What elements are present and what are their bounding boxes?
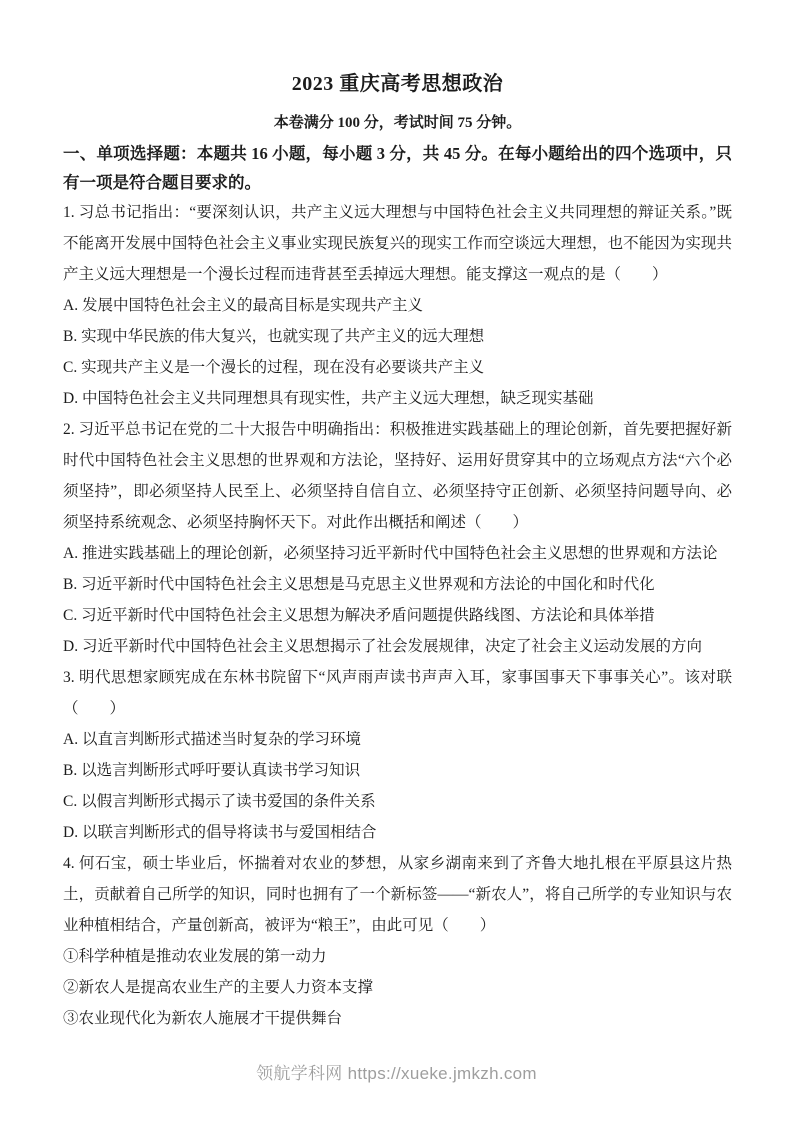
option-c: C. 习近平新时代中国特色社会主义思想为解决矛盾问题提供路线图、方法论和具体举措 xyxy=(63,607,655,624)
exam-content xyxy=(63,0,732,1034)
question-list xyxy=(63,197,732,1034)
watermark-footer: 领航学科网 https://xueke.jmkzh.com xyxy=(256,1064,537,1083)
option-a: A. 推进实践基础上的理论创新，必须坚持习近平新时代中国特色社会主义思想的世界观和方法论 xyxy=(63,545,718,562)
question-4 xyxy=(63,848,732,1034)
question-1 xyxy=(63,197,732,414)
sub-item-2: ②新农人是提高农业生产的主要人力资本支撑 xyxy=(63,979,374,996)
option-d: D. 以联言判断形式的倡导将读书与爱国相结合 xyxy=(63,824,377,841)
question-stem: 4. 何石宝，硕士毕业后，怀揣着对农业的梦想，从家乡湖南来到了齐鲁大地扎根在平原县这片热土，贡献着自己所学的知识，同时也拥有了一个新标签——“新农人”，将自己所学的专业知识与农业种植相结合，产量创新高，被评为“粮王”，由此可见（ ） xyxy=(63,855,732,934)
option-a: A. 以直言判断形式描述当时复杂的学习环境 xyxy=(63,731,361,748)
option-b: B. 实现中华民族的伟大复兴，也就实现了共产主义的远大理想 xyxy=(63,328,485,345)
sub-item-1: ①科学种植是推动农业发展的第一动力 xyxy=(63,948,327,965)
question-stem: 1. 习总书记指出：“要深刻认识，共产主义远大理想与中国特色社会主义共同理想的辩证关系。”既不能离开发展中国特色社会主义事业实现民族复兴的现实工作而空谈远大理想，也不能因为实现共产主义远大理想是一个漫长过程而违背甚至丢掉远大理想。能支撑这一观点的是（ ） xyxy=(63,204,732,283)
option-a: A. 发展中国特色社会主义的最高目标是实现共产主义 xyxy=(63,297,423,314)
option-b: B. 习近平新时代中国特色社会主义思想是马克思主义世界观和方法论的中国化和时代化 xyxy=(63,576,655,593)
option-c: C. 以假言判断形式揭示了读书爱国的条件关系 xyxy=(63,793,376,810)
sub-item-3: ③农业现代化为新农人施展才干提供舞台 xyxy=(63,1010,343,1027)
option-d: D. 中国特色社会主义共同理想具有现实性，共产主义远大理想，缺乏现实基础 xyxy=(63,390,594,407)
exam-subtitle: 本卷满分 100 分，考试时间 75 分钟。 xyxy=(273,115,522,131)
option-d: D. 习近平新时代中国特色社会主义思想揭示了社会发展规律，决定了社会主义运动发展的方向 xyxy=(63,638,702,655)
question-2 xyxy=(63,414,732,662)
page-title: 2023 重庆高考思想政治 xyxy=(291,73,504,95)
question-stem: 3. 明代思想家顾宪成在东林书院留下“风声雨声读书声声入耳，家事国事天下事事关心”。该对联（ ） xyxy=(63,669,732,717)
section-heading: 一、单项选择题：本题共 16 小题，每小题 3 分，共 45 分。在每小题给出的四个选项中，只有一项是符合题目要求的。 xyxy=(63,144,732,192)
question-stem: 2. 习近平总书记在党的二十大报告中明确指出：积极推进实践基础上的理论创新，首先要把握好新时代中国特色社会主义思想的世界观和方法论，坚持好、运用好贯穿其中的立场观点方法“六个必须坚持”，即必须坚持人民至上、必须坚持自信自立、必须坚持守正创新、必须坚持问题导向、必须坚持系统观念、必须坚持胸怀天下。对此作出概括和阐述（ ） xyxy=(63,421,732,531)
question-3 xyxy=(63,662,732,848)
option-b: B. 以选言判断形式呼吁要认真读书学习知识 xyxy=(63,762,361,779)
option-c: C. 实现共产主义是一个漫长的过程，现在没有必要谈共产主义 xyxy=(63,359,485,376)
